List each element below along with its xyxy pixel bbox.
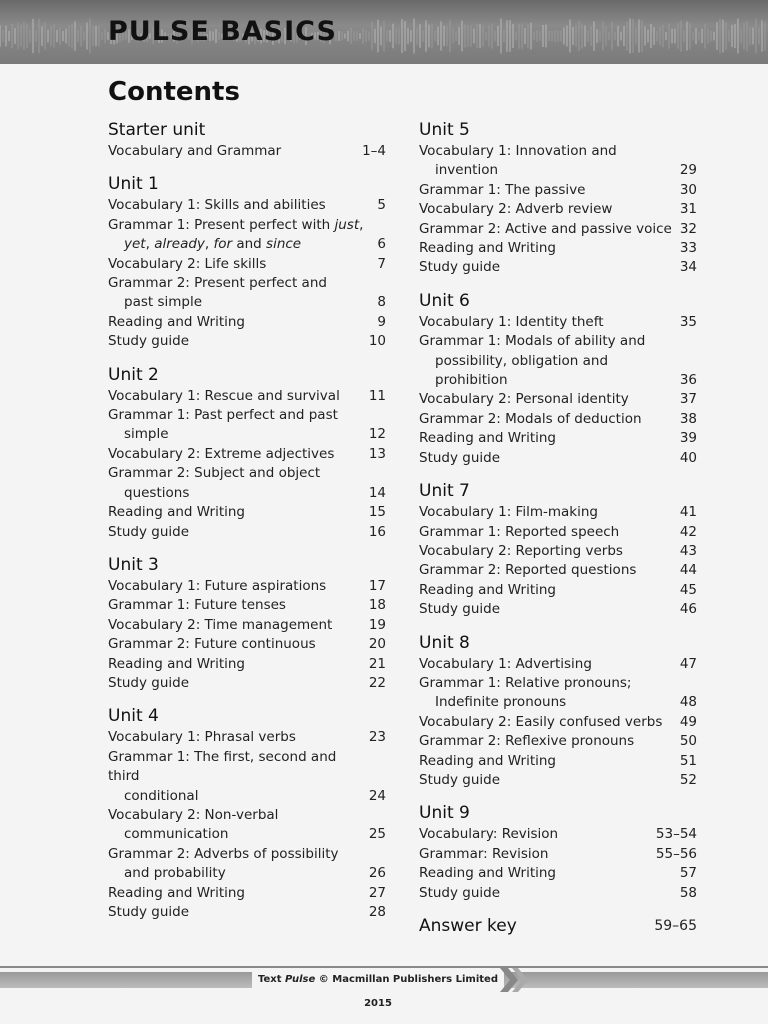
- page-number: 42: [679, 523, 697, 540]
- entry-label: [419, 449, 500, 468]
- page-number: 1–4: [362, 143, 386, 159]
- contents-entry[interactable]: [419, 732, 697, 751]
- page-number: 14: [368, 484, 386, 501]
- page-title: Contents: [108, 77, 240, 107]
- entry-label: [419, 523, 619, 542]
- page-number: 55–56: [655, 845, 697, 862]
- unit-section: [419, 289, 697, 468]
- entry-line: Reading and Writing: [419, 865, 556, 882]
- page-number: 36: [679, 372, 697, 389]
- entry-line: Grammar 2: Adverbs of possibility: [108, 845, 339, 862]
- entry-line: Grammar 2: Active and passive voice: [419, 220, 672, 237]
- entry-line: Reading and Writing: [419, 430, 556, 447]
- contents-entry[interactable]: [108, 196, 386, 215]
- entry-line: Grammar 1: Past perfect and past: [108, 407, 338, 424]
- page-number: 7: [377, 255, 386, 272]
- entry-label: [108, 577, 326, 596]
- footer: [0, 964, 768, 1009]
- entry-line: and probability: [124, 865, 226, 882]
- entry-line: Vocabulary 2: Time management: [108, 616, 333, 633]
- contents-entry[interactable]: [108, 406, 386, 445]
- entry-line: questions: [124, 484, 190, 501]
- unit-title: Starter unit: [108, 120, 206, 140]
- entry-line: possibility, obligation and: [435, 352, 609, 369]
- page-number: 40: [679, 449, 697, 466]
- contents-entry[interactable]: [419, 771, 697, 790]
- entry-line: Grammar 2: Modals of deduction: [419, 410, 642, 427]
- entry-label: [419, 864, 556, 883]
- contents-entry[interactable]: [419, 713, 697, 732]
- contents-entry[interactable]: [108, 616, 386, 635]
- entry-line: Vocabulary 1: Film-making: [419, 504, 598, 521]
- page-number: 16: [368, 523, 386, 540]
- contents-entry[interactable]: [419, 542, 697, 561]
- page-number: 23: [368, 729, 386, 746]
- contents-entry[interactable]: [108, 216, 386, 255]
- entry-line: Grammar 1: Future tenses: [108, 597, 286, 614]
- contents-entry[interactable]: [419, 258, 697, 277]
- entry-label: [419, 410, 642, 429]
- page-number: 13: [368, 445, 386, 462]
- contents-entry[interactable]: [108, 903, 386, 922]
- contents-entry[interactable]: [108, 523, 386, 542]
- page-number: 32: [679, 220, 697, 237]
- page-number: 28: [368, 904, 386, 920]
- entry-label: [108, 445, 334, 464]
- entry-label: [419, 732, 634, 751]
- contents-entry[interactable]: [108, 274, 386, 313]
- entry-line: Vocabulary 1: Innovation and: [419, 143, 617, 159]
- entry-label: [419, 674, 631, 713]
- page-number: 35: [679, 313, 697, 330]
- contents-entry[interactable]: [108, 728, 386, 747]
- page-number: 44: [679, 562, 697, 579]
- entry-label: [108, 884, 245, 903]
- contents-entry[interactable]: [419, 503, 697, 522]
- entry-label: [108, 616, 332, 635]
- entry-line: Reading and Writing: [108, 504, 245, 521]
- contents-entry[interactable]: [419, 239, 697, 258]
- entry-label: [108, 255, 266, 274]
- page-number: 52: [679, 771, 697, 788]
- entry-label: [419, 200, 612, 219]
- contents-entry[interactable]: [419, 410, 697, 429]
- unit-section: [108, 553, 386, 693]
- entry-line: Grammar 2: Reflexive pronouns: [419, 733, 635, 750]
- unit-section: [108, 118, 386, 161]
- entry-label: [108, 313, 245, 332]
- page-number: 27: [368, 884, 386, 901]
- page-number: 33: [679, 240, 697, 257]
- page-number: 51: [679, 752, 697, 769]
- entry-line: Grammar 1: Modals of ability and: [419, 333, 646, 350]
- page-number: 41: [679, 504, 697, 521]
- chevron-right-icon: [500, 968, 530, 992]
- entry-line: simple: [124, 426, 169, 443]
- page-number: 30: [679, 181, 697, 198]
- answer-key-entry[interactable]: [419, 914, 697, 938]
- page-number: 9: [377, 313, 386, 330]
- page-number: 45: [679, 581, 697, 598]
- entry-line: Grammar 1: The passive: [419, 181, 586, 198]
- entry-label: [108, 635, 316, 654]
- entry-label: [108, 523, 189, 542]
- contents-entry[interactable]: [419, 313, 697, 332]
- copyright-notice: [252, 968, 504, 1009]
- entry-label: [419, 561, 636, 580]
- entry-line: Study guide: [108, 523, 190, 540]
- contents-entry[interactable]: [108, 596, 386, 615]
- page-number: 5: [377, 197, 386, 214]
- entry-label: [419, 600, 500, 619]
- entry-line: Study guide: [419, 771, 501, 788]
- contents-entry[interactable]: [108, 806, 386, 845]
- entry-label: [419, 825, 558, 844]
- unit-title: Unit 6: [419, 290, 470, 311]
- page-number: 6: [377, 236, 386, 253]
- contents-entry[interactable]: [419, 884, 697, 903]
- contents-entry[interactable]: [108, 387, 386, 406]
- contents-column-left: [108, 118, 386, 933]
- entry-line: Vocabulary 2: Life skills: [108, 255, 267, 272]
- contents-entry[interactable]: [108, 655, 386, 674]
- entry-line: Vocabulary 1: Future aspirations: [108, 577, 327, 594]
- unit-title: Unit 2: [108, 364, 159, 385]
- entry-label: [419, 542, 623, 561]
- entry-label: [108, 903, 189, 922]
- copyright-italic: Pulse: [285, 974, 316, 985]
- entry-line: Grammar 1: The first, second and third: [108, 748, 337, 785]
- entry-label: [419, 239, 556, 258]
- entry-line: invention: [435, 162, 499, 179]
- page-number: 11: [368, 387, 386, 404]
- entry-label: [108, 387, 340, 406]
- contents-entry[interactable]: [419, 390, 697, 409]
- entry-label: [108, 503, 245, 522]
- unit-section: [108, 704, 386, 922]
- contents-entry[interactable]: [108, 884, 386, 903]
- entry-line: Study guide: [419, 449, 501, 466]
- entry-line: Grammar 2: Subject and object: [108, 465, 321, 482]
- contents-entry[interactable]: [108, 255, 386, 274]
- entry-line: Grammar 2: Reported questions: [419, 562, 637, 579]
- contents-entry[interactable]: [419, 600, 697, 619]
- contents-entry[interactable]: [419, 674, 697, 713]
- entry-line: Reading and Writing: [108, 884, 245, 901]
- unit-section: [419, 801, 697, 903]
- page-number: 19: [368, 616, 386, 633]
- contents-entry[interactable]: [419, 845, 697, 864]
- entry-line: Grammar 1: Reported speech: [419, 523, 620, 540]
- page-number: 17: [368, 577, 386, 594]
- entry-line: communication: [124, 826, 229, 843]
- contents-entry[interactable]: [419, 142, 697, 181]
- entry-label: [419, 390, 629, 409]
- entry-label: [108, 655, 245, 674]
- entry-line: Grammar 2: Future continuous: [108, 636, 316, 653]
- page-number: 24: [368, 787, 386, 804]
- entry-line: Reading and Writing: [108, 313, 245, 330]
- contents-entry[interactable]: [108, 445, 386, 464]
- unit-title: Unit 5: [419, 120, 470, 140]
- unit-section: [419, 118, 697, 278]
- entry-line: Indefinite pronouns: [435, 694, 567, 711]
- page-number: 18: [368, 597, 386, 614]
- entry-label: [108, 332, 189, 351]
- entry-line: Vocabulary: Revision: [419, 826, 559, 843]
- entry-line: Vocabulary 2: Extreme adjectives: [108, 445, 335, 462]
- page-number: 20: [368, 636, 386, 653]
- contents-entry[interactable]: [419, 332, 697, 390]
- entry-label: [108, 216, 363, 255]
- entry-line: Vocabulary 2: Easily confused verbs: [419, 713, 663, 730]
- entry-line: yet, already, for and since: [124, 236, 302, 253]
- entry-label: [108, 596, 286, 615]
- contents-entry[interactable]: [419, 561, 697, 580]
- entry-line: Study guide: [419, 259, 501, 276]
- contents-entry[interactable]: [108, 577, 386, 596]
- page-number: 39: [679, 430, 697, 447]
- entry-label: [108, 748, 363, 806]
- entry-line: Reading and Writing: [108, 655, 245, 672]
- entry-label: [419, 503, 598, 522]
- answer-key-page: 59–65: [654, 918, 697, 934]
- entry-label: [108, 142, 281, 161]
- contents-entry[interactable]: [419, 581, 697, 600]
- contents-entry[interactable]: [419, 449, 697, 468]
- contents-entry[interactable]: [108, 142, 386, 161]
- page-number: 29: [679, 162, 697, 179]
- entry-label: [108, 674, 189, 693]
- unit-title: Unit 7: [419, 481, 470, 502]
- unit-title: Unit 8: [419, 632, 470, 653]
- entry-line: prohibition: [435, 372, 508, 389]
- page-number: 22: [368, 674, 386, 691]
- page-number: 47: [679, 655, 697, 672]
- contents-entry[interactable]: [419, 825, 697, 844]
- entry-label: [108, 464, 320, 503]
- entry-line: Study guide: [108, 904, 190, 920]
- entry-line: Grammar 2: Present perfect and: [108, 275, 327, 292]
- page-number: 48: [679, 694, 697, 711]
- copyright-prefix: Text: [258, 974, 286, 985]
- contents-entry[interactable]: [419, 200, 697, 219]
- entry-line: Vocabulary 2: Adverb review: [419, 201, 613, 218]
- unit-section: [108, 172, 386, 351]
- entry-label: [419, 845, 548, 864]
- contents-entry[interactable]: [108, 674, 386, 693]
- unit-title: Unit 9: [419, 803, 470, 824]
- contents-entry[interactable]: [108, 313, 386, 332]
- entry-label: [108, 806, 278, 845]
- contents-column-right: [419, 118, 697, 938]
- contents-entry[interactable]: [419, 752, 697, 771]
- entry-line: Study guide: [108, 333, 190, 350]
- entry-label: [419, 181, 585, 200]
- page-number: 37: [679, 391, 697, 408]
- entry-label: [419, 581, 556, 600]
- entry-label: [108, 406, 338, 445]
- entry-line: Vocabulary 2: Personal identity: [419, 391, 629, 408]
- contents-entry[interactable]: [419, 181, 697, 200]
- page-number: 53–54: [655, 826, 697, 843]
- entry-line: Vocabulary 1: Skills and abilities: [108, 197, 326, 214]
- entry-line: Vocabulary 1: Phrasal verbs: [108, 729, 296, 746]
- entry-label: [419, 655, 592, 674]
- entry-label: [108, 274, 327, 313]
- entry-label: [419, 429, 556, 448]
- entry-label: [419, 752, 556, 771]
- entry-label: [108, 196, 326, 215]
- page-number: 10: [368, 333, 386, 350]
- entry-label: [108, 845, 339, 884]
- contents-entry[interactable]: [108, 332, 386, 351]
- entry-label: [419, 258, 500, 277]
- entry-line: Vocabulary 1: Advertising: [419, 655, 592, 672]
- page-number: 50: [679, 733, 697, 750]
- header-banner: [0, 0, 768, 64]
- page-number: 21: [368, 655, 386, 672]
- page-number: 8: [377, 294, 386, 311]
- entry-line: Vocabulary and Grammar: [108, 143, 282, 159]
- contents-entry[interactable]: [108, 503, 386, 522]
- entry-line: Vocabulary 1: Rescue and survival: [108, 387, 340, 404]
- contents-entry[interactable]: [419, 429, 697, 448]
- entry-label: [419, 771, 500, 790]
- entry-line: Grammar 1: Relative pronouns;: [419, 674, 632, 691]
- entry-line: Grammar: Revision: [419, 845, 549, 862]
- contents-entry[interactable]: [419, 523, 697, 542]
- entry-line: Study guide: [419, 601, 501, 618]
- entry-label: [419, 220, 672, 239]
- contents-entry[interactable]: [419, 864, 697, 883]
- page-number: 12: [368, 426, 386, 443]
- entry-label: [419, 142, 617, 181]
- page-number: 25: [368, 826, 386, 843]
- unit-section: [108, 363, 386, 542]
- entry-line: past simple: [124, 294, 203, 311]
- copyright-suffix: © Macmillan Publishers Limited 2015: [315, 974, 498, 1009]
- unit-section: [419, 479, 697, 619]
- unit-title: Unit 1: [108, 174, 159, 195]
- unit-title: Unit 3: [108, 554, 159, 575]
- entry-label: [419, 332, 645, 390]
- entry-label: [419, 313, 604, 332]
- page-number: 46: [679, 601, 697, 618]
- entry-label: [419, 713, 662, 732]
- unit-section: [419, 631, 697, 791]
- page-number: 26: [368, 865, 386, 882]
- page-number: 31: [679, 201, 697, 218]
- contents-entry[interactable]: [108, 635, 386, 654]
- entry-label: [419, 884, 500, 903]
- page-number: 34: [679, 259, 697, 276]
- page-number: 43: [679, 542, 697, 559]
- contents-entry[interactable]: [419, 655, 697, 674]
- unit-title: Unit 4: [108, 706, 159, 727]
- entry-line: Reading and Writing: [419, 240, 556, 257]
- brand-logo: PULSE BASICS: [108, 16, 337, 47]
- entry-line: Reading and Writing: [419, 752, 556, 769]
- page-number: 57: [679, 865, 697, 882]
- page-number: 49: [679, 713, 697, 730]
- entry-line: Grammar 1: Present perfect with just,: [108, 216, 364, 233]
- entry-line: Vocabulary 2: Reporting verbs: [419, 542, 623, 559]
- page-number: 38: [679, 410, 697, 427]
- contents-entry[interactable]: [108, 464, 386, 503]
- entry-line: conditional: [124, 787, 199, 804]
- entry-line: Reading and Writing: [419, 581, 556, 598]
- page-number: 58: [679, 884, 697, 901]
- entry-line: Vocabulary 2: Non-verbal: [108, 806, 279, 823]
- contents-entry[interactable]: [419, 220, 697, 239]
- entry-line: Study guide: [419, 884, 501, 901]
- answer-key-label: Answer key: [419, 916, 517, 936]
- entry-line: Study guide: [108, 674, 190, 691]
- page-number: 15: [368, 504, 386, 521]
- entry-line: Vocabulary 1: Identity theft: [419, 313, 604, 330]
- contents-entry[interactable]: [108, 748, 386, 806]
- contents-entry[interactable]: [108, 845, 386, 884]
- entry-label: [108, 728, 296, 747]
